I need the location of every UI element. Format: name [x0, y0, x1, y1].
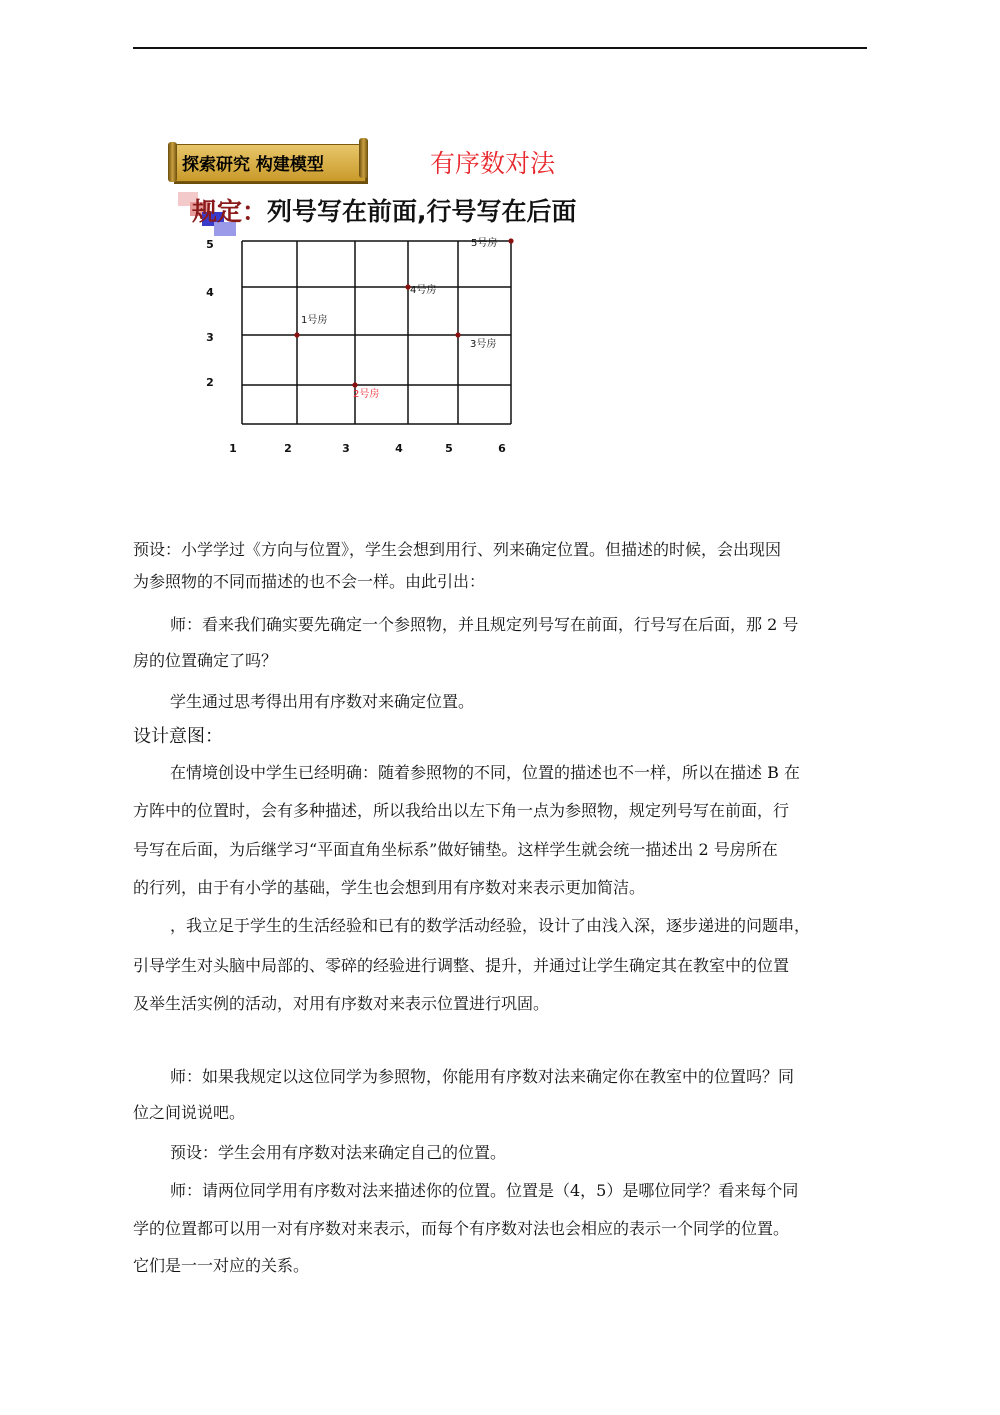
point-label: 2号房	[353, 389, 380, 400]
header-rule	[133, 47, 867, 49]
x-tick-label: 4	[395, 442, 403, 455]
paragraph-5-line-1: ，我立足于学生的生活经验和已有的数学活动经验，设计了由浅入深，逐步递进的问题串，	[170, 916, 811, 935]
paragraph-5-line-2: 引导学生对头脑中局部的、零碎的经验进行调整、提升，并通过让学生确定其在教室中的位置	[133, 956, 790, 975]
x-tick-label: 2	[284, 442, 292, 455]
coordinate-grid	[190, 230, 530, 470]
rule-statement	[192, 192, 577, 228]
data-point	[455, 332, 460, 337]
point-label: 3号房	[470, 339, 497, 350]
data-point	[508, 238, 513, 243]
paragraph-4-line-1: 在情境创设中学生已经明确：随着参照物的不同，位置的描述也不一样，所以在描述 B 在	[170, 763, 800, 782]
x-tick-label: 5	[445, 442, 453, 455]
x-tick-label: 6	[498, 442, 506, 455]
banner-roll-left	[168, 142, 177, 182]
x-tick-label: 1	[229, 442, 237, 455]
paragraph-1-line-1: 预设：小学学过《方向与位置》，学生会想到用行、列来确定位置。但描述的时候，会出现因	[133, 540, 782, 559]
y-tick-label: 5	[206, 238, 214, 251]
paragraph-1-line-2: 为参照物的不同而描述的也不会一样。由此引出：	[133, 572, 486, 591]
y-tick-label: 3	[206, 331, 214, 344]
paragraph-2-line-2: 房的位置确定了吗？	[133, 651, 278, 670]
figure-title: 有序数对法	[430, 149, 556, 178]
data-point	[352, 382, 357, 387]
banner-roll-right	[359, 138, 368, 178]
paragraph-8-line-2: 学的位置都可以用一对有序数对来表示，而每个有序数对法也会相应的表示一个同学的位置。	[133, 1219, 790, 1238]
paragraph-4-line-2: 方阵中的位置时，会有多种描述，所以我给出以左下角一点为参照物，规定列号写在前面，行	[133, 801, 790, 820]
paragraph-6-line-2: 位之间说说吧。	[133, 1103, 246, 1122]
paragraph-8-line-3: 它们是一一对应的关系。	[133, 1256, 310, 1275]
paragraph-6-line-1: 师：如果我规定以这位同学为参照物，你能用有序数对法来确定你在教室中的位置吗？同	[170, 1067, 795, 1086]
banner-label: 探索研究 构建模型	[182, 155, 324, 175]
paragraph-4-line-4: 的行列，由于有小学的基础，学生也会想到用有序数对来表示更加简洁。	[133, 878, 646, 897]
paragraph-8-line-1: 师：请两位同学用有序数对法来描述你的位置。位置是（4，5）是哪位同学？看来每个同	[170, 1181, 799, 1200]
point-label: 4号房	[410, 285, 437, 296]
paragraph-4-line-3: 号写在后面，为后继学习“平面直角坐标系”做好铺垫。这样学生就会统一描述出 2 号房所在	[133, 840, 778, 859]
design-heading: 设计意图：	[133, 726, 223, 747]
scroll-banner	[168, 138, 368, 182]
y-tick-label: 4	[206, 286, 214, 299]
point-label: 5号房	[471, 238, 498, 249]
point-label: 1号房	[301, 315, 328, 326]
rule-body: 列号写在前面,行号写在后面	[267, 197, 577, 226]
y-tick-label: 2	[206, 376, 214, 389]
paragraph-7: 预设：学生会用有序数对法来确定自己的位置。	[170, 1143, 507, 1162]
paragraph-3: 学生通过思考得出用有序数对来确定位置。	[170, 692, 475, 711]
paragraph-2-line-1: 师：看来我们确实要先确定一个参照物，并且规定列号写在前面，行号写在后面，那 2 号	[170, 615, 799, 634]
x-tick-label: 3	[342, 442, 350, 455]
rule-prefix: 规定：	[192, 197, 268, 226]
data-point	[294, 332, 299, 337]
paragraph-5-line-3: 及举生活实例的活动，对用有序数对来表示位置进行巩固。	[133, 994, 550, 1013]
